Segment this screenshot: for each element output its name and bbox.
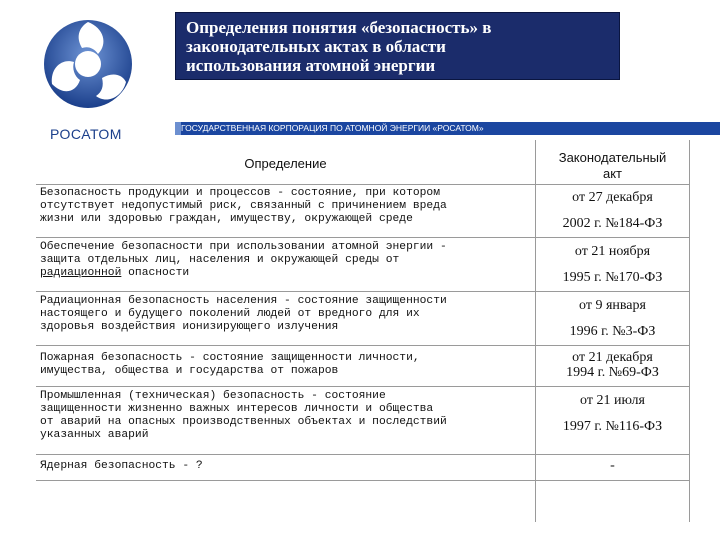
act-number: 1995 г. №170-ФЗ [562,270,663,285]
definition-line: защита отдельных лиц, населения и окружающей среды от [40,254,400,266]
page-title [175,12,620,80]
act-date: от 27 декабря [572,190,653,205]
definition-line: от аварий на опасных производственных объектах и последствий [40,416,447,428]
definition-line: защищенности жизненно важных интересов личности и общества [40,403,434,415]
act-number: 1994 г. №69-ФЗ [566,365,659,380]
row-divider [36,480,690,481]
definition-line: Обеспечение безопасности при использовании атомной энергии - [40,241,447,253]
definition-line: Пожарная безопасность - состояние защищенности личности, [40,352,420,364]
title-line: использования атомной энергии [186,56,436,75]
atom-logo-icon [42,8,134,120]
definition-line: Радиационная безопасность населения - состояние защищенности [40,295,447,307]
definition-line: здоровья воздействия ионизирующего излучения [40,321,339,333]
act-date: от 21 ноября [574,244,651,259]
logo-text: РОСАТОМ [50,126,122,142]
act-number: 2002 г. №184-ФЗ [562,216,663,231]
definitions-table [36,140,690,522]
title-line: законодательных актах в области [186,37,446,56]
act-date: от 21 июля [580,393,645,408]
header-definition: Определение [244,156,327,171]
act-number: 1996 г. №3-ФЗ [569,324,656,339]
table-right-border [689,140,690,522]
definition-line: жизни или здоровью граждан, имуществу, окружающей среде [40,213,413,225]
definition-line: указанных аварий [40,429,149,441]
rosatom-logo [36,8,136,143]
band-text: ГОСУДАРСТВЕННАЯ КОРПОРАЦИЯ ПО АТОМНОЙ ЭНЕРГИИ «РОСАТОМ» [181,123,484,133]
corporation-band [175,122,720,135]
definition-line [40,267,532,280]
definition-line: имущества, общества и государства от пожаров [40,365,339,377]
definition-line: настоящего и будущего поколений людей от вредного для их [40,308,420,320]
band-stripe [175,122,181,135]
definition-line: Промышленная (техническая) безопасность - состояние [40,390,386,402]
row-divider [36,345,690,346]
row-divider [36,184,690,185]
header-act-line1: Законодательный [558,150,667,165]
act-number: 1997 г. №116-ФЗ [562,419,663,434]
row-divider [36,454,690,455]
title-line: Определения понятия «безопасность» в [186,18,492,37]
act-date: от 9 января [579,298,646,313]
act-date: от 21 декабря [572,350,653,365]
underlined-word: радиационной [40,267,122,279]
definition-line: Ядерная безопасность - ? [40,460,203,472]
row-divider [36,386,690,387]
definition-text: опасности [121,267,190,279]
header-act-line2: акт [602,166,623,181]
row-divider [36,237,690,238]
definition-line: отсутствует недопустимый риск, связанный с причинением вреда [40,200,447,212]
row-divider [36,291,690,292]
definition-line: Безопасность продукции и процессов - состояние, при котором [40,187,440,199]
act-date: - [610,458,615,473]
